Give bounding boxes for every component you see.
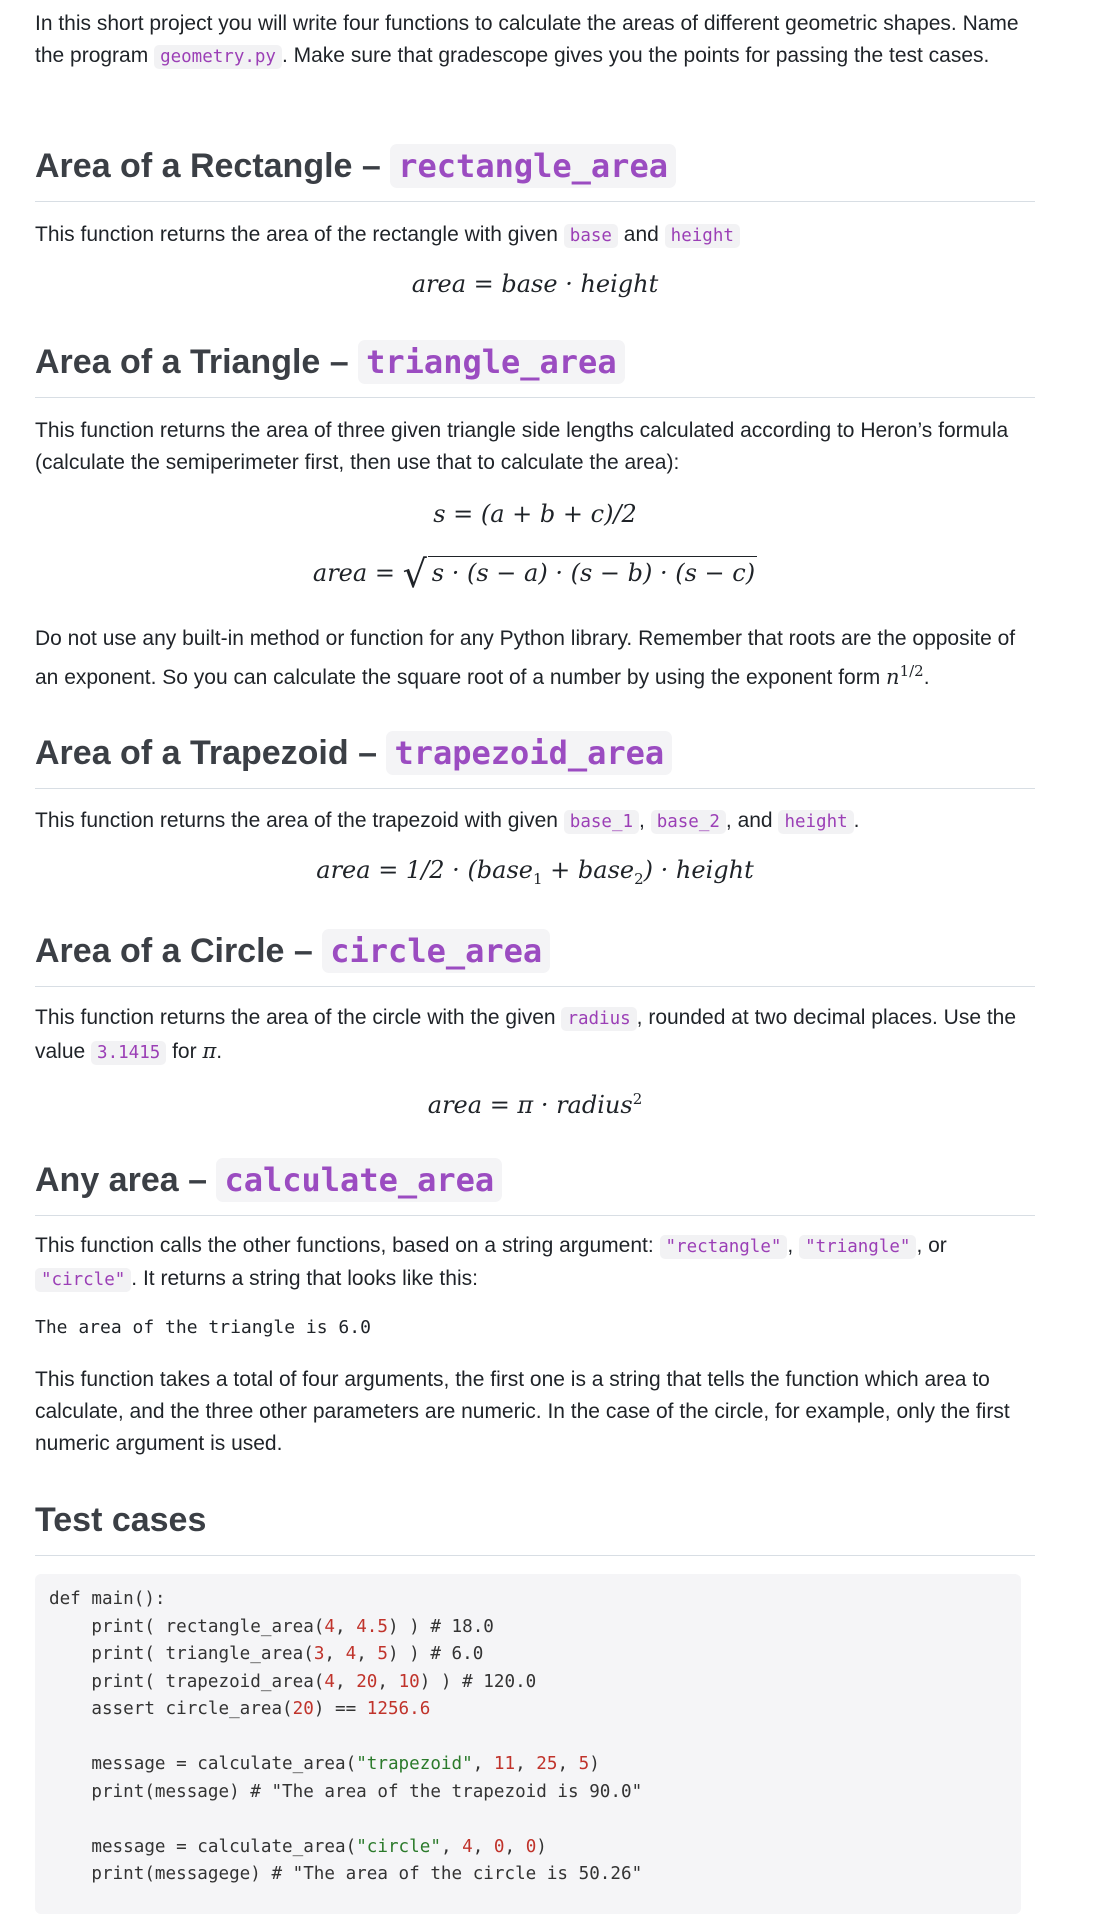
circle-formula: area = π · radius$^2$ [427,1090,643,1119]
any-area-heading: Any area – calculate_area [35,1154,1035,1216]
any-area-description: This function calls the other functions, based on a string argument: "rectangle" , "triangle" , or "circle" . It returns a string that looks like this: [35,1234,947,1290]
code-line: print( rectangle_area(4, 4.5) ) # 18.0 [49,1616,494,1637]
code-line: message = calculate_area("trapezoid", 11, 25, 5) [49,1754,600,1774]
rectangle-formula: area = base · height [411,270,659,298]
code-line: print( trapezoid_area(4, 20, 10) ) # 120.0 [49,1671,537,1692]
code-line: def main(): [49,1589,166,1609]
semiperimeter-formula: s = (a + b + c)/2 [433,500,637,528]
code-line: print( triangle_area(3, 4, 5) ) # 6.0 [49,1644,484,1664]
intro-paragraph: In this short project you will write four functions to calculate the areas of different geometric shapes. Name the program geometry.py . Make sure that gradescope gives you the points for passing the test cases. [35,12,1019,67]
code-line: print(messagege) # "The area of the circle is 50.26" [49,1864,643,1884]
circle-description: This function returns the area of the circle with the given radius , rounded at two decimal places. Use the value 3.1415 for π. [35,1006,1017,1063]
code-line: assert circle_area(20) == 1256.6 [49,1699,431,1719]
trapezoid-description: This function returns the area of the trapezoid with given base_1 , base_2 , and height . [35,809,860,832]
test-cases-heading: Test cases [35,1494,1035,1556]
code-line: print(message) # "The area of the trapezoid is 90.0" [49,1781,643,1802]
heron-formula: area = √ s · (s − a) · (s − b) · (s − c) [312,552,756,596]
triangle-heading: Area of a Triangle – triangle_area [35,336,1035,398]
triangle-note: Do not use any built-in method or function for any Python library. Remember that roots are the opposite of an exponent. So you can calculate the square root of a number by using the exponent form $n^{1/2}$. [35,627,1016,689]
code-line: message = calculate_area("circle", 4, 0, 0) [49,1836,547,1857]
trapezoid-heading: Area of a Trapezoid – trapezoid_area [35,727,1035,789]
circle-heading: Area of a Circle – circle_area [35,925,1035,987]
rectangle-description: This function returns the area of the rectangle with given base and height [35,219,1035,252]
rectangle-heading: Area of a Rectangle – rectangle_area [35,140,1035,202]
test-code-block [35,1574,1021,1914]
triangle-description: This function returns the area of three given triangle side lengths calculated according to Heron’s formula (calculate the semiperimeter first, then use that to calculate the area): [35,419,1009,474]
trapezoid-formula: area = 1/2 · (base$_1$ + base$_2$) · height [316,856,754,888]
any-area-description-2: This function takes a total of four arguments, the first one is a string that tells the function which area to calculate, and the three other parameters are numeric. In the case of the circle, for example, only the first numeric argument is used. [35,1368,1010,1455]
filename-code: geometry.py [154,45,282,69]
example-output: The area of the triangle is 6.0 [35,1317,371,1338]
